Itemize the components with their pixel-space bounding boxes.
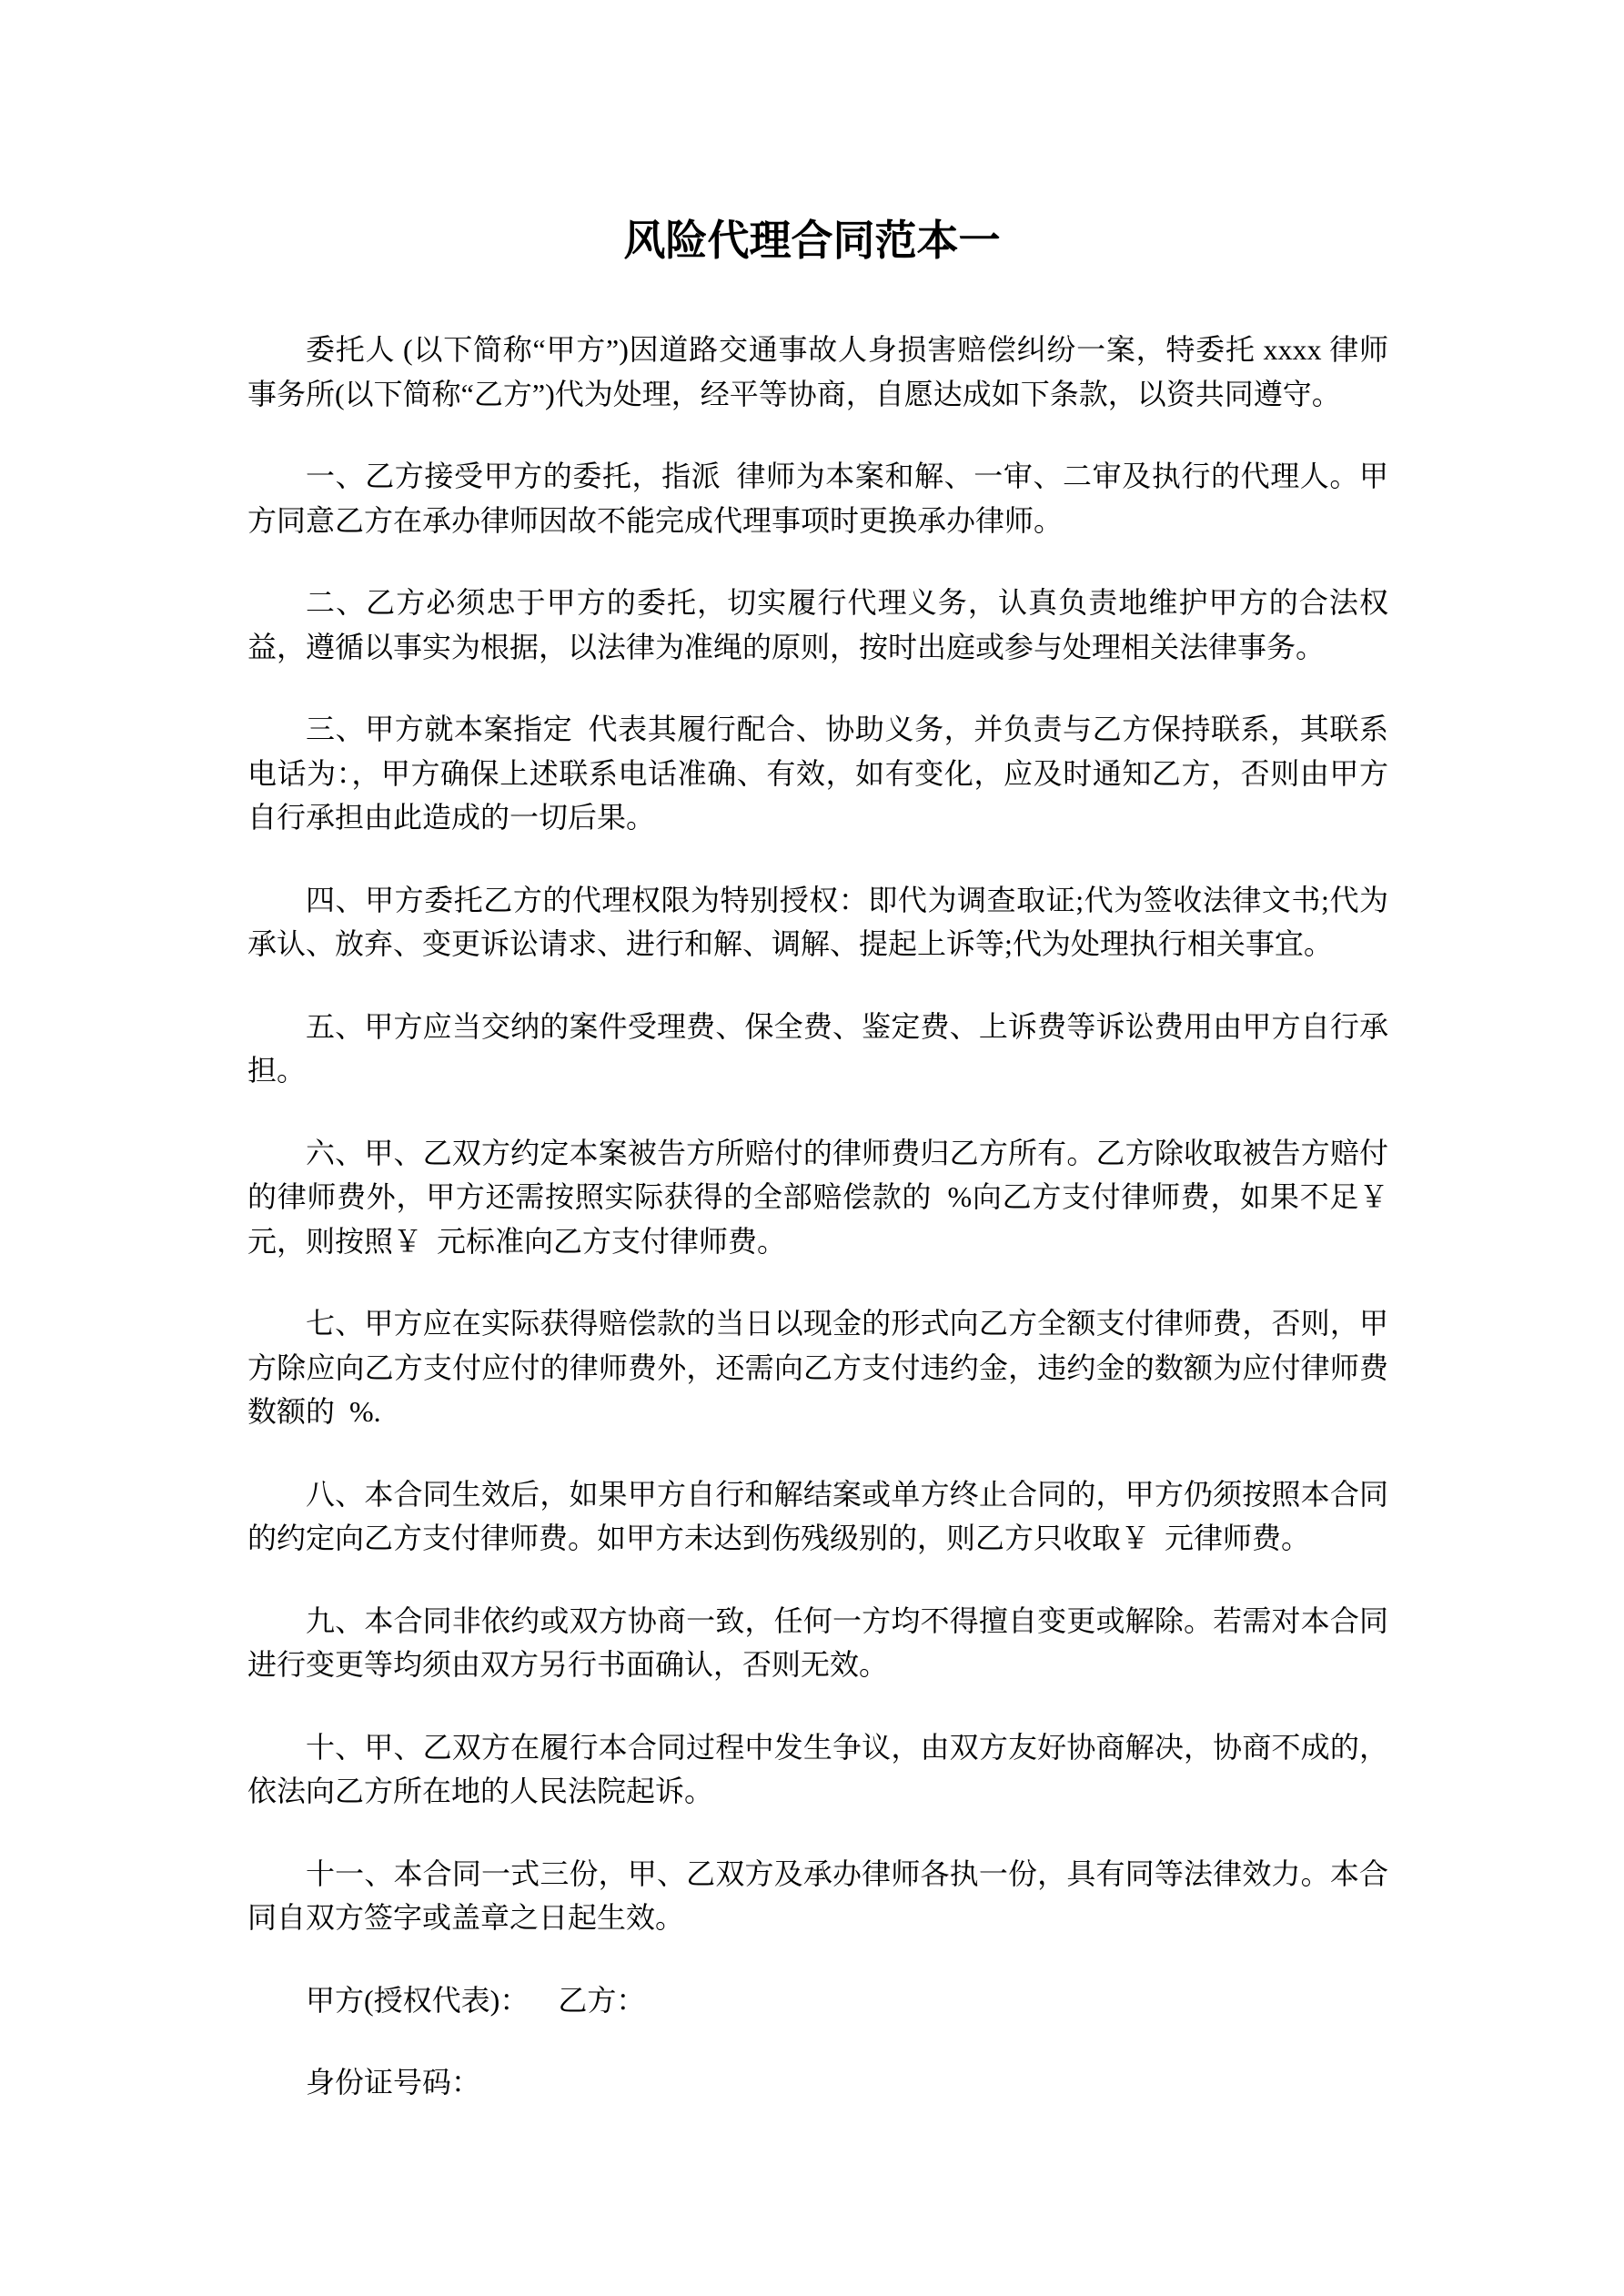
clause-3: 三、甲方就本案指定 代表其履行配合、协助义务，并负责与乙方保持联系，其联系电话为：，甲方确保上述联系电话准确、有效，如有变化，应及时通知乙方，否则由甲方自行承担由此造成的一切后果。 xyxy=(247,713,1388,834)
clause-9: 九、本合同非依约或双方协商一致，任何一方均不得擅自变更或解除。若需对本合同进行变更等均须由双方另行书面确认，否则无效。 xyxy=(247,1603,1388,1681)
clause-2: 二、乙方必须忠于甲方的委托，切实履行代理义务，认真负责地维护甲方的合法权益，遵循以事实为根据，以法律为准绳的原则，按时出庭或参与处理相关法律事务。 xyxy=(247,586,1388,663)
clause-5: 五、甲方应当交纳的案件受理费、保全费、鉴定费、上诉费等诉讼费用由甲方自行承担。 xyxy=(247,1009,1388,1087)
document-body xyxy=(247,328,1403,2143)
clause-1: 一、乙方接受甲方的委托，指派 律师为本案和解、一审、二审及执行的代理人。甲方同意乙方在承办律师因故不能完成代理事项时更换承办律师。 xyxy=(247,460,1388,537)
clause-6: 六、甲、乙双方约定本案被告方所赔付的律师费归乙方所有。乙方除收取被告方赔付的律师费外，甲方还需按照实际获得的全部赔偿款的 %向乙方支付律师费，如果不足￥ 元，则按照￥ 元标准向乙方支付律师费。 xyxy=(247,1136,1403,1258)
clause-8: 八、本合同生效后，如果甲方自行和解结案或单方终止合同的，甲方仍须按照本合同的约定向乙方支付律师费。如甲方未达到伤残级别的，则乙方只收取￥ 元律师费。 xyxy=(247,1477,1388,1554)
clause-11: 十一、本合同一式三份，甲、乙双方及承办律师各执一份，具有同等法律效力。本合同自双方签字或盖章之日起生效。 xyxy=(247,1856,1388,1934)
document-title: 风险代理合同范本一 xyxy=(623,217,1001,264)
clause-4: 四、甲方委托乙方的代理权限为特别授权：即代为调查取证;代为签收法律文书;代为承认、放弃、变更诉讼请求、进行和解、调解、提起上诉等;代为处理执行相关事宜。 xyxy=(247,883,1388,960)
clause-7: 七、甲方应在实际获得赔偿款的当日以现金的形式向乙方全额支付律师费，否则，甲方除应向乙方支付应付的律师费外，还需向乙方支付违约金，违约金的数额为应付律师费数额的 %. xyxy=(247,1307,1388,1428)
paragraph-preamble: 委托人 (以下简称“甲方”)因道路交通事故人身损害赔偿纠纷一案，特委托 xxxx 律师事务所(以下简称“乙方”)代为处理，经平等协商，自愿达成如下条款，以资共同遵守。 xyxy=(247,333,1388,410)
clause-10: 十、甲、乙双方在履行本合同过程中发生争议，由双方友好协商解决，协商不成的，依法向乙方所在地的人民法院起诉。 xyxy=(247,1730,1388,1807)
id-number-line: 身份证号码： xyxy=(306,2066,481,2099)
signature-line: 甲方(授权代表)： 乙方： xyxy=(306,1983,646,2017)
